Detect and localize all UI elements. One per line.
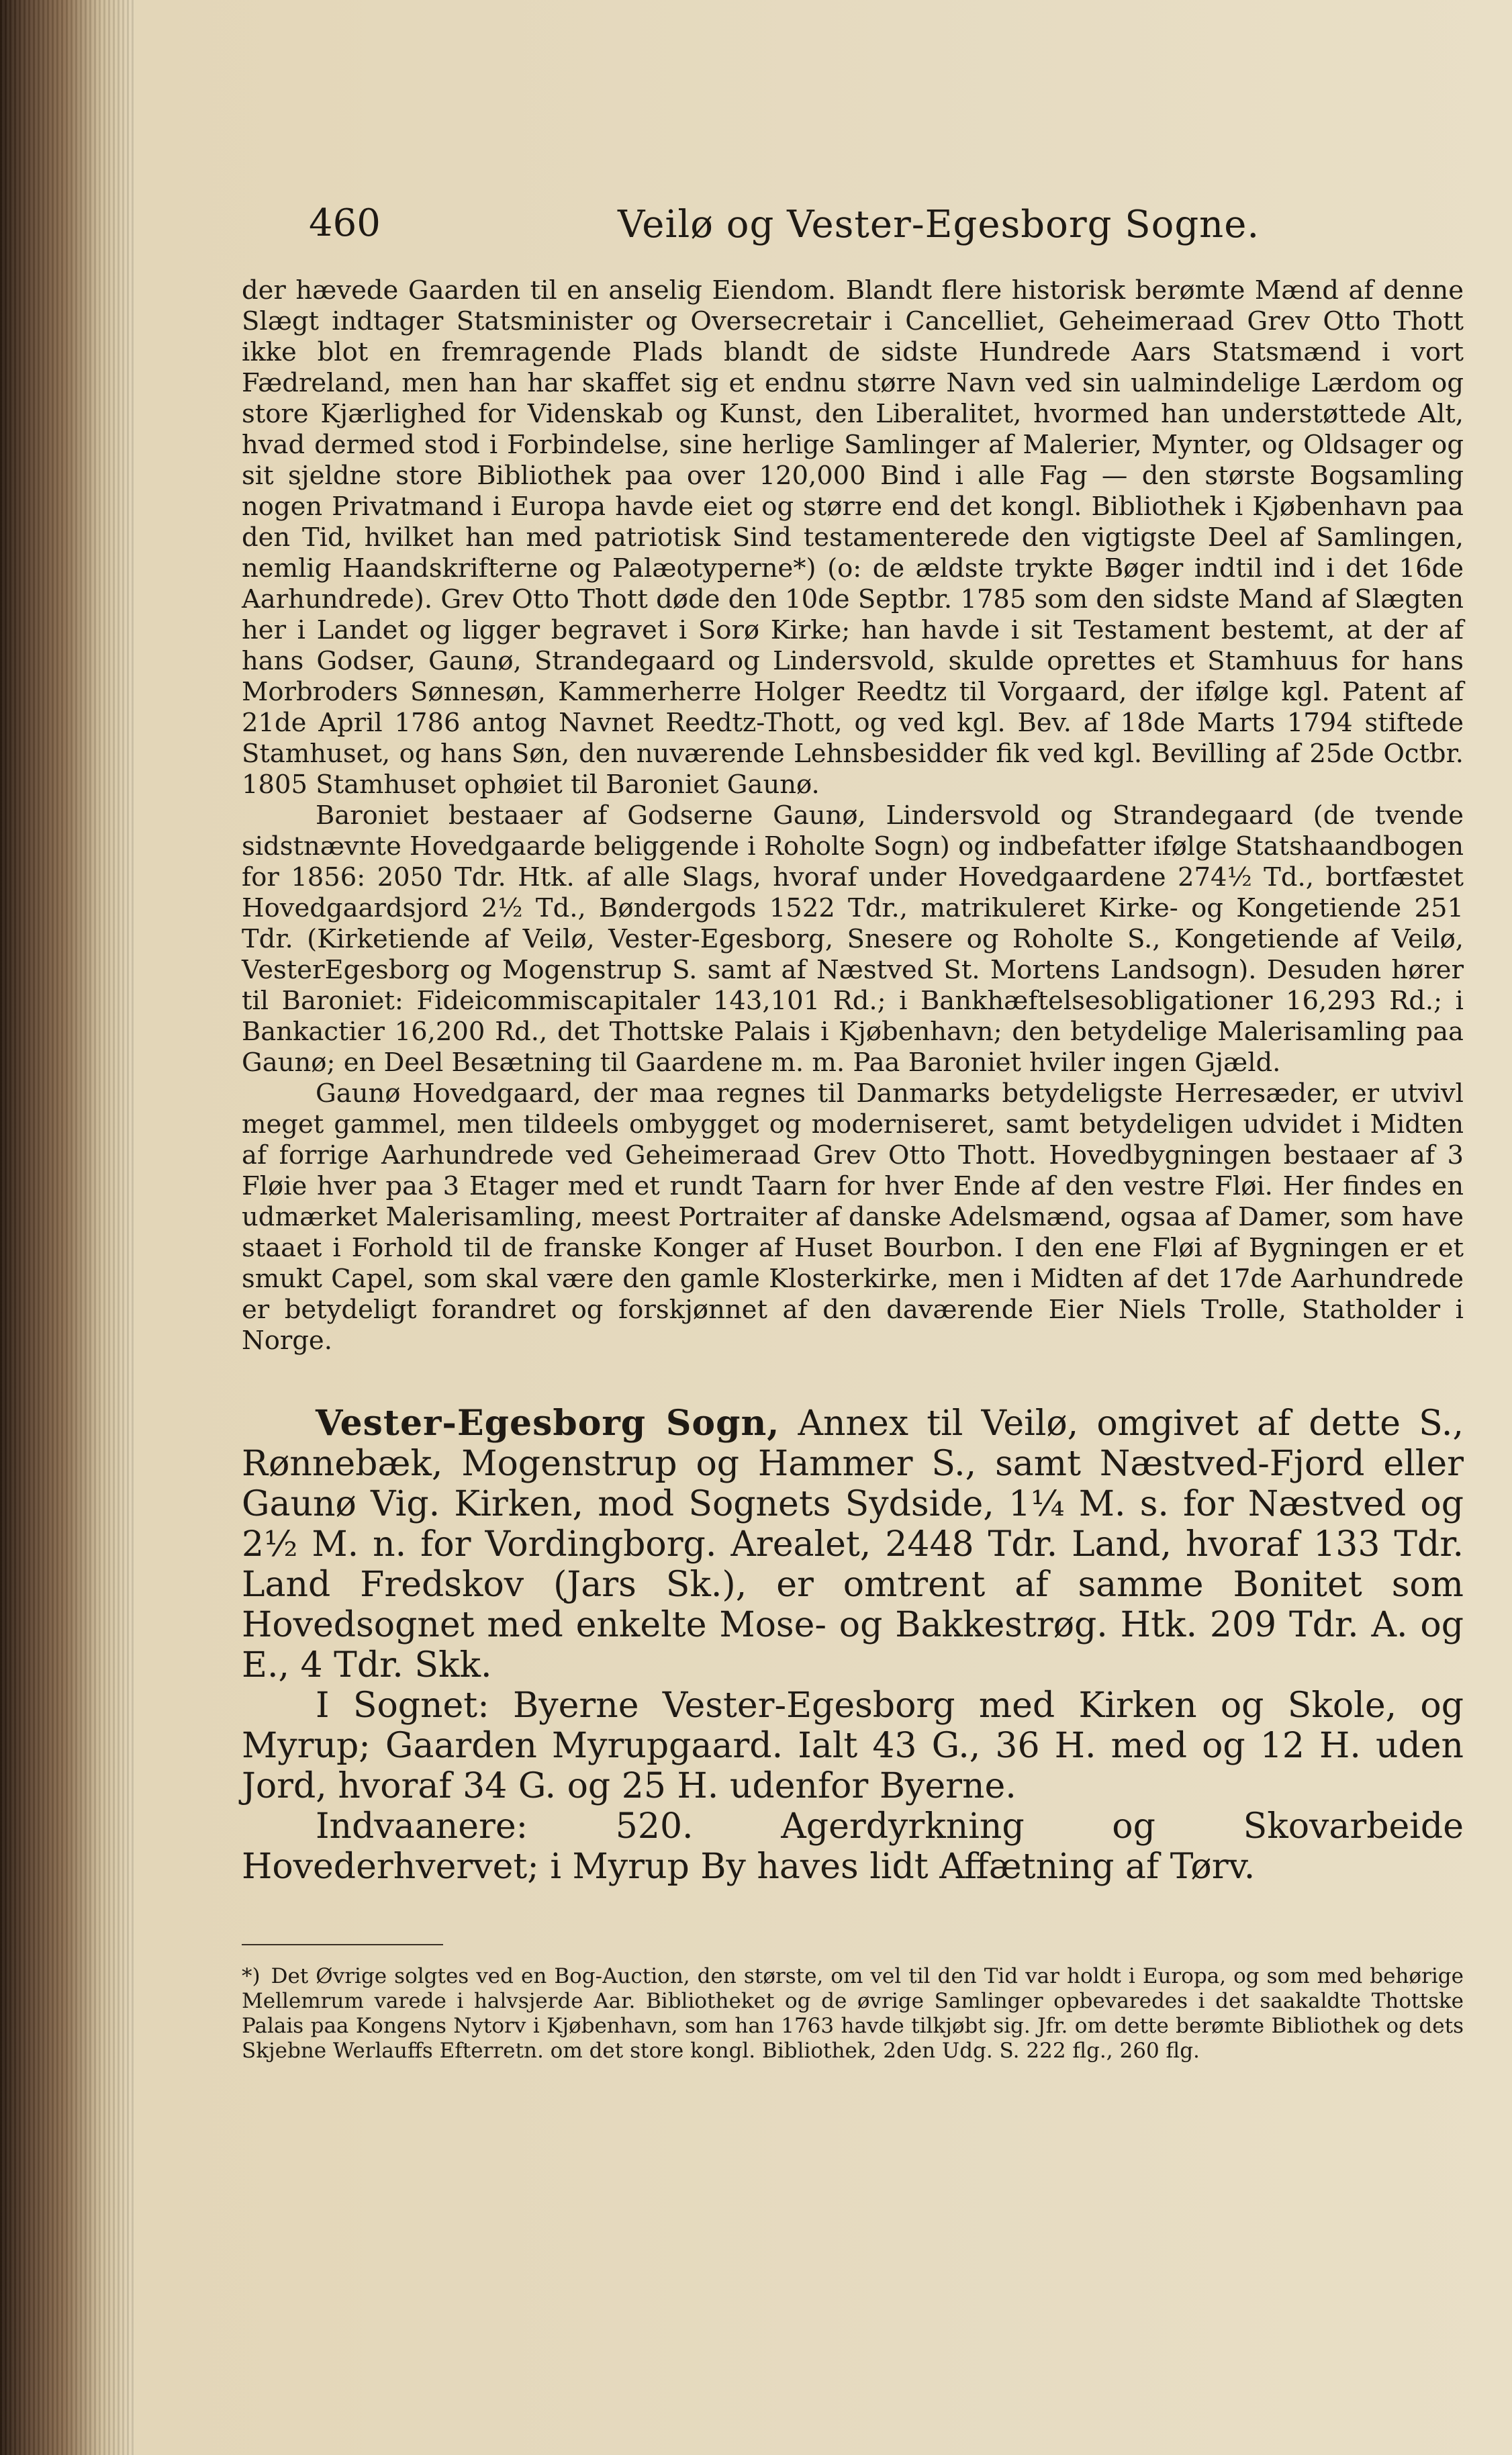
section-intro-paragraph [242,1403,1464,1685]
footnote-divider [242,1944,443,1945]
page-header [242,195,1464,255]
footnote-marker: *) [242,1964,261,1988]
running-head: Veilø og Vester-Egesborg Sogne. [618,203,1260,246]
paragraph-thott-history: der hævede Gaarden til en anselig Eiendom. Blandt flere historisk berømte Mænd af denne Slægt indtager Statsminister og Oversecretair i Cancelliet, Geheimeraad Grev Otto Thott ikke blot en fremragende Plads blandt de sidste Hundrede Aars Statsmænd i vort Fædreland, men han har skaffet sig et endnu større Navn ved sin ualmindelige Lærdom og store Kjærlighed for Videnskab og Kunst, den Liberalitet, hvormed han understøttede Alt, hvad dermed stod i Forbindelse, sine herlige Samlinger af Malerier, Mynter, og Oldsager og sit sjeldne store Bibliothek paa over 120,000 Bind i alle Fag — den største Bogsamling nogen Privatmand i Europa havde eiet og større end det kongl. Bibliothek i Kjøbenhavn paa den Tid, hvilket han med patriotisk Sind testamenterede den vigtigste Deel af Samlingen, nemlig Haandskrifterne og Palæotyperne*) (o: de ældste trykte Bøger indtil ind i det 16de Aarhundrede). Grev Otto Thott døde den 10de Septbr. 1785 som den sidste Mand af Slægten her i Landet og ligger begravet i Sorø Kirke; han havde i sit Testament bestemt, at der af hans Godser, Gaunø, Strandegaard og Lindersvold, skulde oprettes et Stamhuus for hans Morbroders Sønnesøn, Kammerherre Holger Reedtz til Vorgaard, der ifølge kgl. Patent af 21de April 1786 antog Navnet Reedtz-Thott, og ved kgl. Bev. af 18de Marts 1794 stiftede Stamhuset, og hans Søn, den nuværende Lehnsbesidder fik ved kgl. Bevilling af 25de Octbr. 1805 Stamhuset ophøiet til Baroniet Gaunø. [242,275,1464,800]
paragraph-gauno-hovedgaard: Gaunø Hovedgaard, der maa regnes til Danmarks betydeligste Herresæder, er utvivl meget gammel, men tildeels ombygget og moderniseret, samt betydeligen udvidet i Midten af forrige Aarhundrede ved Geheimeraad Grev Otto Thott. Hovedbygningen bestaaer af 3 Fløie hver paa 3 Etager med et rundt Taarn for hver Ende af den vestre Fløi. Her findes en udmærket Malerisamling, meest Portraiter af danske Adelsmænd, ogsaa af Damer, som have staaet i Forhold til de franske Konger af Huset Bourbon. I den ene Fløi af Bygningen er et smukt Capel, som skal være den gamle Klosterkirke, men i Midten af det 17de Aarhundrede er betydeligt forandret og forskjønnet af den daværende Eier Niels Trolle, Statholder i Norge. [242,1078,1464,1356]
section-heading: Vester-Egesborg Sogn, [316,1403,780,1444]
book-spine [0,0,134,2455]
section-vester-egesborg [242,1403,1464,1887]
section-population-paragraph: Indvaanere: 520. Agerdyrkning og Skovarbeide Hovederhvervet; i Myrup By haves lidt Affætning af Tørv. [242,1806,1464,1887]
book-page [242,195,1464,2411]
paragraph-baroniet: Baroniet bestaaer af Godserne Gaunø, Lindersvold og Strandegaard (de tvende sidstnævnte Hovedgaarde beliggende i Roholte Sogn) og indbefatter ifølge Statshaandbogen for 1856: 2050 Tdr. Htk. af alle Slags, hvoraf under Hovedgaardene 274½ Td., bortfæstet Hovedgaardsjord 2½ Td., Bøndergods 1522 Tdr., matrikuleret Kirke- og Kongetiende 251 Tdr. (Kirketiende af Veilø, Vester-Egesborg, Snesere og Roholte S., Kongetiende af Veilø, VesterEgesborg og Mogenstrup S. samt af Næstved St. Mortens Landsogn). Desuden hører til Baroniet: Fideicommiscapitaler 143,101 Rd.; i Bankhæftelsesobligationer 16,293 Rd.; i Bankactier 16,200 Rd., det Thottske Palais i Kjøbenhavn; den betydelige Malerisamling paa Gaunø; en Deel Besætning til Gaardene m. m. Paa Baroniet hviler ingen Gjæld. [242,800,1464,1078]
page-number: 460 [309,201,381,245]
section-intro-text: Annex til Veilø, omgivet af dette S., Rønnebæk, Mogenstrup og Hammer S., samt Næstved-Fjord eller Gaunø Vig. Kirken, mod Sognets Sydside, 1¼ M. s. for Næstved og 2½ M. n. for Vordingborg. Arealet, 2448 Tdr. Land, hvoraf 133 Tdr. Land Fredskov (Jars Sk.), er omtrent af samme Bonitet som Hovedsognet med enkelte Mose- og Bakkestrøg. Htk. 209 Tdr. A. og E., 4 Tdr. Skk. [242,1403,1464,1685]
section-villages-paragraph: I Sognet: Byerne Vester-Egesborg med Kirken og Skole, og Myrup; Gaarden Myrupgaard. Ialt 43 G., 36 H. med og 12 H. uden Jord, hvoraf 34 G. og 25 H. udenfor Byerne. [242,1685,1464,1806]
footnote [242,1964,1464,2064]
footnote-text: Det Øvrige solgtes ved en Bog-Auction, den største, om vel til den Tid var holdt i Europa, og som med behørige Mellemrum varede i halvsjerde Aar. Bibliotheket og de øvrige Samlinger opbevaredes i det saakaldte Thottske Palais paa Kongens Nytorv i Kjøbenhavn, som han 1763 havde tilkjøbt sig. Jfr. om dette berømte Bibliothek og dets Skjebne Werlauffs Efterretn. om det store kongl. Bibliothek, 2den Udg. S. 222 flg., 260 flg. [242,1964,1464,2063]
